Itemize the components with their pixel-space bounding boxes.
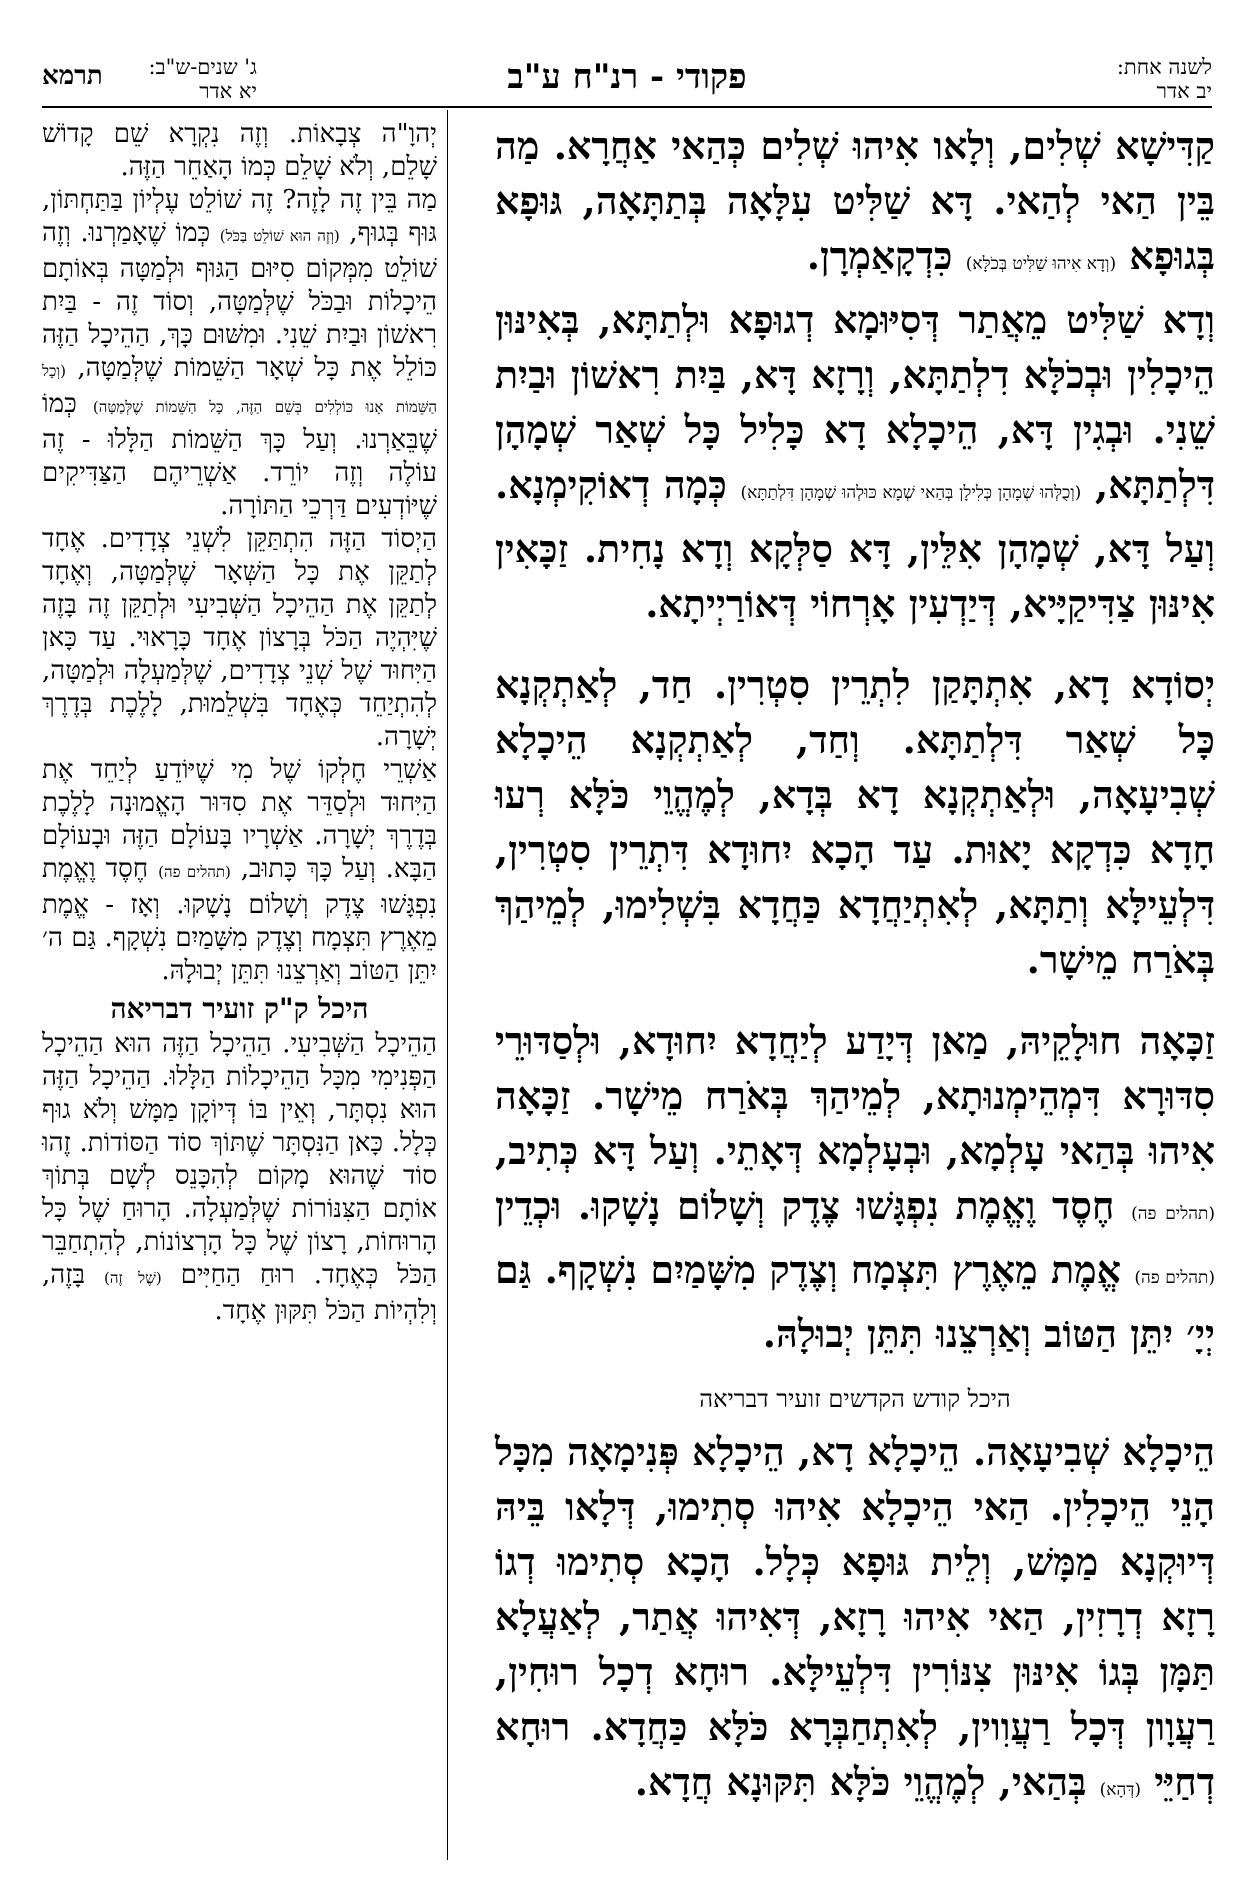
- main-note: (תהלים פה): [1131, 1204, 1215, 1224]
- side-section-paragraph: [42, 1028, 437, 1328]
- main-paragraph-2: [495, 292, 1215, 631]
- main-column: [495, 118, 1215, 1818]
- page-number: תרמא: [42, 61, 103, 91]
- main-text: בְּהַאי, לְמֶהֱוֵי כֹּלָּא תִּקּוּנָא חֲדָא.: [634, 1759, 1087, 1804]
- side-paragraph-1: [42, 118, 437, 184]
- side-text: בָּזֶה, וְלִהְיוֹת הַכֹּל תִּקּוּן אֶחָד.: [42, 1260, 437, 1326]
- side-text: אַשְׁרֵי חֶלְקוֹ שֶׁל מִי שֶׁיּוֹדֵעַ לְיַחֵד אֶת הַיִּחוּד וּלְסַדֵּר אֶת סִדּוּר הָאֱמוּנָה לָלֶכֶת בְּדֶרֶךְ יְשָׁרָה. אַשְׁרָיו בָּעוֹלָם הַזֶּה וּבָעוֹלָם הַבָּא. וְעַל כָּךְ כָּתוּב,: [42, 755, 438, 884]
- main-text: יְסוֹדָא דָא, אִתְתָּקַן לִתְרֵין סִטְרִין. חַד, לְאַתְקְנָא כָּל שְׁאַר דִּלְתַתָּא. וְחַד, לְאַתְקְנָא הֵיכָלָא שְׁבִיעָאָה, וּלְאַתְקְנָא דָא בְּדָא, לְמֶהֱוֵי כֹּלָּא רְעוּ חָדָא כִּדְקָא יָאוּת. עַד הָכָא יִחוּדָא דִּתְרֵין סִטְרִין, דִּלְעֵילָּא וְתַתָּא, לְאִתְיַחֲדָא כַּחֲדָא בִּשְׁלִימוּ, לְמֵיהַךְ בְּאֹרַח מֵישָׁר.: [495, 662, 1215, 982]
- side-text: מַה בֵּין זֶה לָזֶה? זֶה שׁוֹלֵט עֶלְיוֹן בַּתַּחְתּוֹן, גּוּף בְּגוּף,: [42, 185, 438, 248]
- side-text: הַהֵיכָל הַשְּׁבִיעִי. הַהֵיכָל הַזֶּה הוּא הַהֵיכָל הַפְּנִימִי מִכָּל הַהֵיכָלוֹת הַלָּלוּ. הַהֵיכָל הַזֶּה הוּא נִסְתָּר, וְאֵין בּוֹ דְּיוֹקָן מַמָּשׁ וְלֹא גוּף כְּלָל. כָּאן הַנִּסְתָּר שֶׁתּוֹךְ סוֹד הַסּוֹדוֹת. זֶהוּ סוֹד שֶׁהוּא מָקוֹם לְהִכָּנֵס לְשָׁם בְּתוֹךְ אוֹתָם הַצִּנּוֹרוֹת שֶׁלְּמַעְלָה. הָרוּחַ שֶׁל כָּל הָרוּחוֹת, רָצוֹן שֶׁל כָּל הָרְצוֹנוֹת, לְהִתְחַבֵּר הַכֹּל כְּאֶחָד. רוּחַ הַחַיִּים: [42, 1029, 438, 1290]
- main-text: קַדִּישָׁא שְׁלִים, וְלָאו אִיהוּ שְׁלִים כְּהַאי אַחֲרָא. מַה בֵּין הַאי לְהַאי. דָּא שַׁלִּיט עִלָּאָה בְּתַתָּאָה, גּוּפָא בְּגוּפָא: [495, 123, 1215, 278]
- side-paragraph-4: [42, 754, 437, 988]
- side-text: יְהוָ"ה צְבָאוֹת. וְזֶה נִקְרָא שֵׁם קָדוֹשׁ שָׁלֵם, וְלֹא שָׁלֵם כְּמוֹ הָאַחֵר הַזֶּה.: [42, 119, 437, 182]
- side-note: (תהלים פה): [158, 863, 231, 881]
- main-note: (וְדָא אִיהוּ שַׁלִּיט בְּכֹלָּא): [965, 254, 1117, 274]
- header-left-line1: ג' שנים-ש"ב:: [148, 55, 257, 79]
- side-note: (שֶׁל זֶה): [104, 1269, 162, 1287]
- side-paragraph-2: [42, 184, 437, 523]
- translation-column: [42, 118, 437, 1328]
- main-note: (וְכֻלְּהוּ שְׁמָהָן כְּלִילָן בְּהַאי שְׁמָא כּוּלְהוּ שְׁמָהָן דִּלְתַתָּא): [740, 483, 1082, 503]
- main-note: (דְּהָא): [1099, 1780, 1142, 1800]
- header-left-date: [137, 55, 257, 103]
- main-section-paragraph: [495, 1424, 1215, 1818]
- main-text: הֵיכָלָא שְׁבִיעָאָה. הֵיכָלָא דָא, הֵיכָלָא פְּנִימָאָה מִכָּל הָנֵי הֵיכָלִין. הַאי הֵיכָלָא אִיהוּ סְתִימוּ, דְּלָאו בֵּיהּ דְּיוּקְנָא מַמָּשׁ, וְלֵית גּוּפָא כְּלָל. הָכָא סְתִימוּ דְגוֹ רָזָא דְרָזִין, הַאי אִיהוּ רָזָא, דְּאִיהוּ אֲתַר, לְאַעֲלָא תַּמָּן בְּגוֹ אִינּוּן צִנּוֹרִין דִּלְעֵילָּא. רוּחָא דְכָל רוּחִין, רַעֲוָון דְּכָל רַעֲוִוין, לְאִתְחַבְּרָא כֹּלָּא כַּחֲדָא. רוּחָא דְחַיֵּי: [495, 1429, 1215, 1804]
- main-text: וְדָא שַׁלִּיט מֵאֲתַר דְּסִיּוּמָא דְגוּפָא וּלְתַתָּא, בְּאִינּוּן הֵיכָלִין וּבְכֹלָּא דִלְתַתָּא, וְרָזָא דָּא, בַּיִת רִאשׁוֹן וּבַיִת שֵׁנִי. וּבְגִין דָּא, הֵיכָלָא דָא כָּלִיל כָּל שְׁאַר שְׁמָהָן דִּלְתַתָּא,: [495, 297, 1215, 507]
- side-text: הַיְסוֹד הַזֶּה הִתְתַּקֵּן לִשְׁנֵי צְדָדִים. אֶחָד לְתַקֵּן אֶת כָּל הַשְּׁאָר שֶׁלְּמַטָּה, וְאֶחָד לְתַקֵּן אֶת הַהֵיכָל הַשְּׁבִיעִי וּלְתַקֵּן זֶה בָּזֶה שֶׁיִּהְיֶה הַכֹּל בְּרָצוֹן אֶחָד כָּרָאוּי. עַד כָּאן הַיִּחוּד שֶׁל שְׁנֵי צְדָדִים, שֶׁלְּמַעְלָה וּלְמַטָּה, לְהִתְיַחֵד כְּאֶחָד בִּשְׁלֵמוּת, לָלֶכֶת בְּדֶרֶךְ יְשָׁרָה.: [42, 524, 437, 752]
- main-paragraph-3: [495, 657, 1215, 987]
- header-left-line2: יא אדר: [199, 79, 257, 103]
- main-paragraph-4: [495, 1013, 1215, 1361]
- side-text: כְּמוֹ שֶׁבֵּאַרְנוּ. וְעַל כָּךְ הַשֵּׁמוֹת הַלָּלוּ - זֶה עוֹלֶה וְזֶה יוֹרֵד. אַשְׁרֵיהֶם הַצַּדִּיקִים שֶׁיּוֹדְעִים דַּרְכֵי הַתּוֹרָה.: [42, 389, 437, 521]
- main-text: חֶסֶד וֶאֱמֶת נִפְגָּשׁוּ צֶדֶק וְשָׁלוֹם נָשָׁקוּ. וּכְדֵין: [495, 1183, 1115, 1228]
- header-right-line2: יב אדר: [1156, 79, 1212, 103]
- main-text: כְּמָה דְאוֹקִימְנָא. וְעַל דָּא, שְׁמָהָן אִלֵּין, דָּא סַלְּקָא וְדָא נָחִית. זַכָּאִין אִינּוּן צַדִּיקַיָּיא, דְּיַדְעִין אָרְחוֹי דְּאוֹרַיְיתָא.: [495, 462, 1215, 626]
- main-text: כִּדְקָאַמְרָן.: [806, 233, 953, 278]
- page-header: [42, 55, 1212, 101]
- side-section-heading: היכל ק"ק זועיר דבריאה: [110, 992, 369, 1025]
- side-paragraph-3: [42, 523, 437, 754]
- side-note: (וְזֶה הוּא שׁוֹלֵט בַּכֹּל): [219, 227, 340, 245]
- main-section-heading: היכל קודש הקדשים זועיר דבריאה: [699, 1385, 1011, 1413]
- page-title: פקודי - רנ"ח ע"ב: [507, 57, 747, 97]
- header-divider: [42, 106, 1212, 108]
- side-text: חֶסֶד וֶאֱמֶת נִפְגָּשׁוּ צֶדֶק וְשָׁלוֹם נָשָׁקוּ. וְאָז - אֱמֶת מֵאֶרֶץ תִּצְמָח וְצֶדֶק מִשָּׁמַיִם נִשְׁקָף. גַּם ה׳ יִתֵּן הַטּוֹב וְאַרְצֵנוּ תִּתֵּן יְבוּלָהּ.: [42, 854, 437, 986]
- header-left: [42, 55, 542, 101]
- main-note: (תהלים פה): [1134, 1268, 1215, 1288]
- main-paragraph-1: [495, 118, 1215, 292]
- side-text: כְּמוֹ שֶׁאָמַרְנוּ. וְזֶה שׁוֹלֵט מִמְּקוֹם סִיּוּם הַגּוּף וּלְמַטָּה בְּאוֹתָם הֵיכָלוֹת וּבַכֹּל שֶׁלְּמַטָּה, וְסוֹד זֶה - בַּיִת רִאשׁוֹן וּבַיִת שֵׁנִי. וּמִשּׁוּם כָּךְ, הַהֵיכָל הַזֶּה כּוֹלֵל אֶת כָּל שְׁאָר הַשֵּׁמוֹת שֶׁלְּמַטָּה,: [42, 218, 437, 383]
- header-right-line1: לשנה אחת:: [1116, 55, 1212, 79]
- column-divider: [447, 110, 448, 1860]
- main-text: זַכָּאָה חוּלָקֵיהּ, מַאן דְּיָדַע לְיַחֲדָא יִחוּדָא, וּלְסַדּוּרֵי סִדּוּרָא דִּמְהֵימְנוּתָא, לְמֵיהַךְ בְּאֹרַח מֵישָׁר. זַכָּאָה אִיהוּ בְּהַאי עָלְמָא, וּבְעָלְמָא דְּאָתֵי. וְעַל דָּא כְּתִיב,: [495, 1018, 1215, 1173]
- side-note: (וְכָל הַשֵּׁמוֹת אָנוּ כּוֹלְלִים בְּשֵׁם הַזֶּה, כָּל הַשֵּׁמוֹת שֶׁלְּמַטָּה): [42, 362, 437, 416]
- main-text: אֱמֶת מֵאֶרֶץ תִּצְמָח וְצֶדֶק מִשָּׁמַיִם נִשְׁקָף. גַּם יְיָ׳ יִתֵּן הַטּוֹב וְאַרְצֵנוּ תִּתֵּן יְבוּלָהּ.: [495, 1247, 1215, 1356]
